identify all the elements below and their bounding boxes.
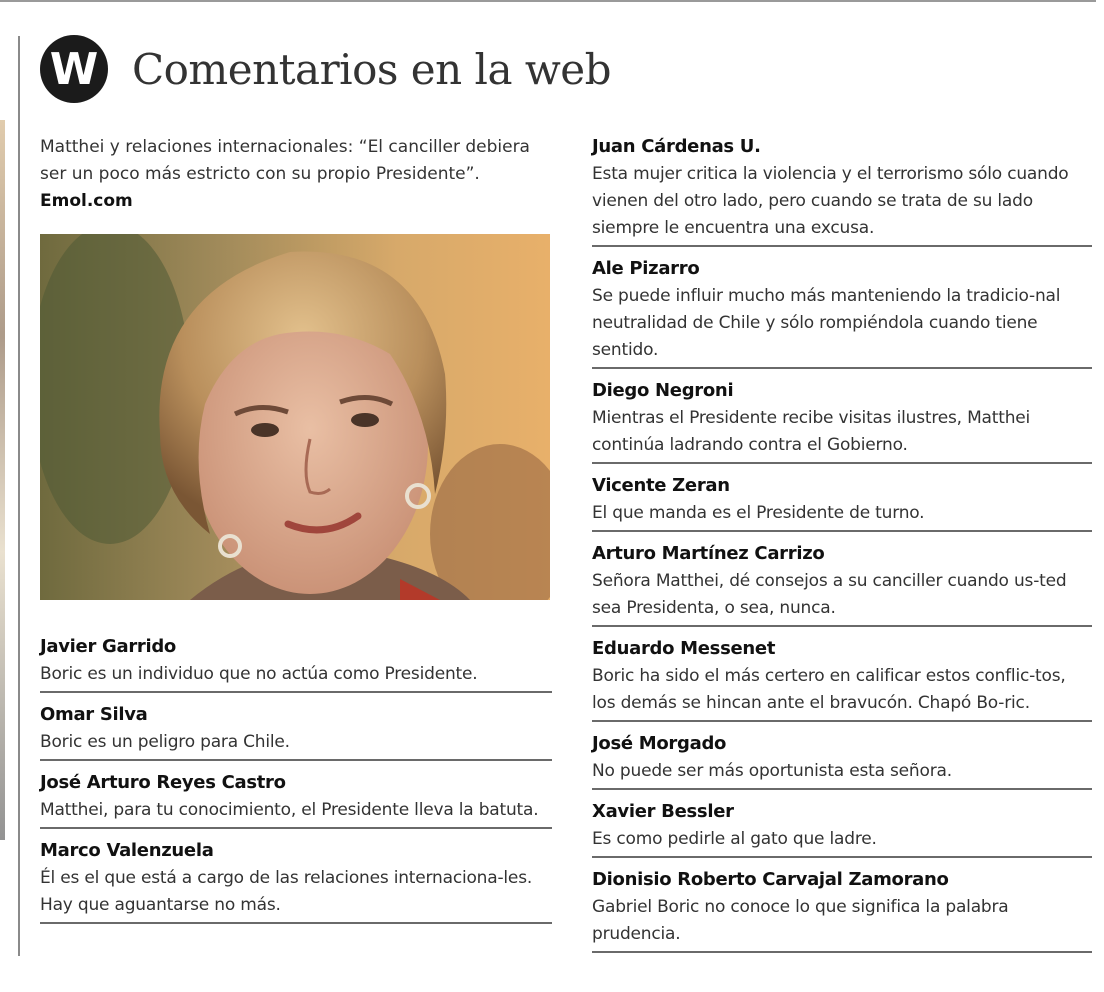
article-intro bbox=[40, 134, 550, 215]
comment-item bbox=[40, 630, 552, 693]
comment-text: Esta mujer critica la violencia y el terrorismo sólo cuando vienen del otro lado, pero cuando se trata de su lado siempre le encuentra una excusa. bbox=[592, 164, 1069, 238]
comment-item bbox=[40, 698, 552, 761]
comment-text: Se puede influir mucho más manteniendo la tradicio-nal neutralidad de Chile y sólo rompiéndola cuando tiene sentido. bbox=[592, 286, 1061, 360]
comment-text: Mientras el Presidente recibe visitas ilustres, Matthei continúa ladrando contra el Gobierno. bbox=[592, 408, 1031, 455]
comment-text: Boric ha sido el más certero en calificar estos conflic-tos, los demás se hincan ante el bravucón. Chapó Bo-ric. bbox=[592, 666, 1066, 713]
comment-text: Gabriel Boric no conoce lo que significa la palabra prudencia. bbox=[592, 897, 1009, 944]
comment-author: José Morgado bbox=[592, 733, 727, 754]
comment-text: Señora Matthei, dé consejos a su canciller cuando us-ted sea Presidenta, o sea, nunca. bbox=[592, 571, 1067, 618]
comment-text: No puede ser más oportunista esta señora. bbox=[592, 761, 952, 781]
comment-text: Matthei, para tu conocimiento, el Presidente lleva la batuta. bbox=[40, 800, 539, 820]
section-title: Comentarios en la web bbox=[132, 44, 612, 94]
comment-author: Dionisio Roberto Carvajal Zamorano bbox=[592, 869, 949, 890]
intro-text: Matthei y relaciones internacionales: “El canciller debiera ser un poco más estricto con su propio Presidente”. bbox=[40, 137, 530, 184]
comment-item bbox=[592, 537, 1092, 627]
logo-letter: W bbox=[49, 43, 99, 95]
comment-author: Diego Negroni bbox=[592, 380, 734, 401]
comment-item bbox=[592, 795, 1092, 858]
comment-item bbox=[40, 834, 552, 924]
comment-item bbox=[592, 252, 1092, 369]
comment-author: Ale Pizarro bbox=[592, 258, 700, 279]
adjacent-page-edge bbox=[0, 120, 5, 840]
comment-text: Boric es un individuo que no actúa como Presidente. bbox=[40, 664, 478, 684]
comment-author: Arturo Martínez Carrizo bbox=[592, 543, 825, 564]
comments-left-column bbox=[40, 630, 552, 929]
comment-author: Marco Valenzuela bbox=[40, 840, 214, 861]
comment-text: Es como pedirle al gato que ladre. bbox=[592, 829, 877, 849]
comment-item bbox=[592, 469, 1092, 532]
comment-item bbox=[592, 727, 1092, 790]
w-logo-icon bbox=[40, 35, 108, 103]
comment-author: Juan Cárdenas U. bbox=[592, 136, 761, 157]
column-divider bbox=[18, 36, 20, 956]
comment-author: Xavier Bessler bbox=[592, 801, 734, 822]
article-photo bbox=[40, 234, 550, 600]
portrait-image bbox=[40, 234, 550, 600]
section-header bbox=[40, 34, 611, 104]
comment-item bbox=[40, 766, 552, 829]
comment-item bbox=[592, 632, 1092, 722]
comment-author: José Arturo Reyes Castro bbox=[40, 772, 286, 793]
comment-item bbox=[592, 374, 1092, 464]
comment-text: El que manda es el Presidente de turno. bbox=[592, 503, 925, 523]
comment-author: Omar Silva bbox=[40, 704, 148, 725]
top-rule bbox=[0, 0, 1096, 2]
comment-item bbox=[592, 863, 1092, 953]
comment-author: Vicente Zeran bbox=[592, 475, 730, 496]
comment-item bbox=[592, 130, 1092, 247]
comment-author: Javier Garrido bbox=[40, 636, 176, 657]
comment-text: Boric es un peligro para Chile. bbox=[40, 732, 290, 752]
comment-text: Él es el que está a cargo de las relaciones internaciona-les. Hay que aguantarse no más. bbox=[40, 868, 533, 915]
comments-right-column bbox=[592, 130, 1092, 958]
comment-author: Eduardo Messenet bbox=[592, 638, 776, 659]
intro-source: Emol.com bbox=[40, 191, 133, 211]
